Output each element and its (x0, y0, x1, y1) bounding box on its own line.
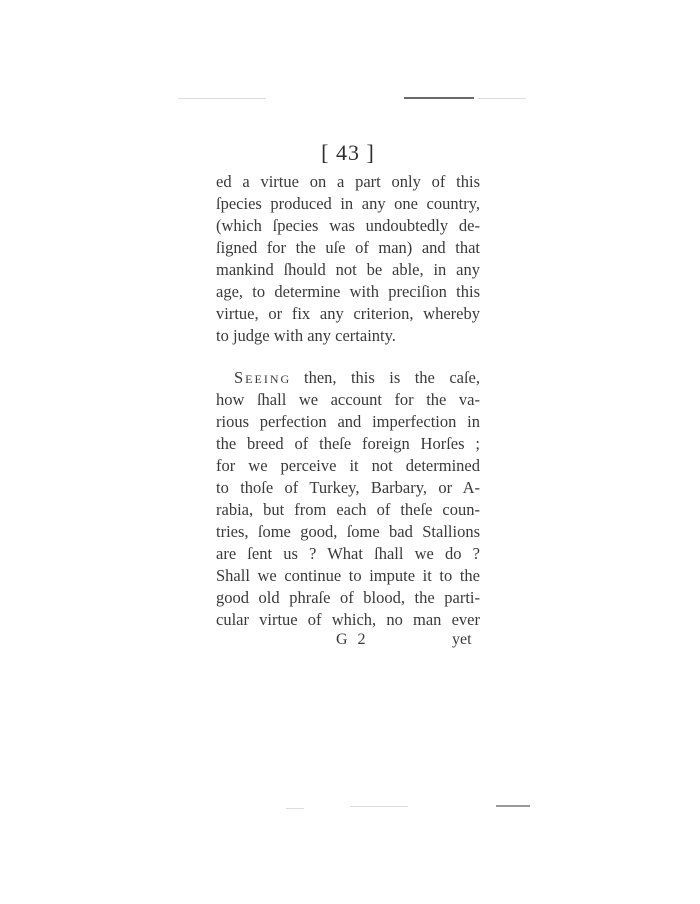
text-line: ſigned for the uſe of man) and that (216, 238, 480, 257)
top-rule-left (178, 98, 266, 99)
text-line: how ſhall we account for the va- (216, 390, 480, 409)
text-line: to judge with any certainty. (216, 326, 396, 345)
top-rule-right (478, 98, 526, 99)
signature-mark: G 2 (336, 631, 369, 648)
text-line: then, this is the caſe, (304, 368, 480, 387)
text-line: (which ſpecies was undoubtedly de- (216, 216, 480, 235)
text-line: the breed of theſe foreign Horſes ; (216, 434, 480, 453)
text-line: tries, ſome good, ſome bad Stallions (216, 522, 480, 541)
text-line: good old phraſe of blood, the parti- (216, 588, 480, 607)
text-line: ſpecies produced in any one country, (216, 194, 480, 213)
top-rule-center (404, 97, 474, 99)
text-line: mankind ſhould not be able, in any (216, 260, 480, 279)
text-line: to thoſe of Turkey, Barbary, or A- (216, 478, 480, 497)
catchword: yet (452, 631, 472, 648)
bottom-rule-left (286, 808, 304, 809)
paragraph-lead-word: Seeing (234, 368, 292, 387)
bottom-rule-right (496, 805, 530, 807)
text-line: ed a virtue on a part only of this (216, 172, 480, 191)
bottom-rule-center (350, 806, 408, 807)
text-line: cular virtue of which, no man ever (216, 610, 480, 629)
text-line: for we perceive it not determined (216, 456, 480, 475)
text-line: virtue, or fix any criterion, whereby (216, 304, 480, 323)
text-line: Shall we continue to impute it to the (216, 566, 480, 585)
text-line: age, to determine with preciſion this (216, 282, 480, 301)
page-number: [ 43 ] (321, 140, 375, 165)
text-line: rabia, but from each of theſe coun- (216, 500, 480, 519)
text-line: are ſent us ? What ſhall we do ? (216, 544, 480, 563)
paragraph-2-first-line (234, 367, 480, 389)
text-line: rious perfection and imperfection in (216, 412, 480, 431)
